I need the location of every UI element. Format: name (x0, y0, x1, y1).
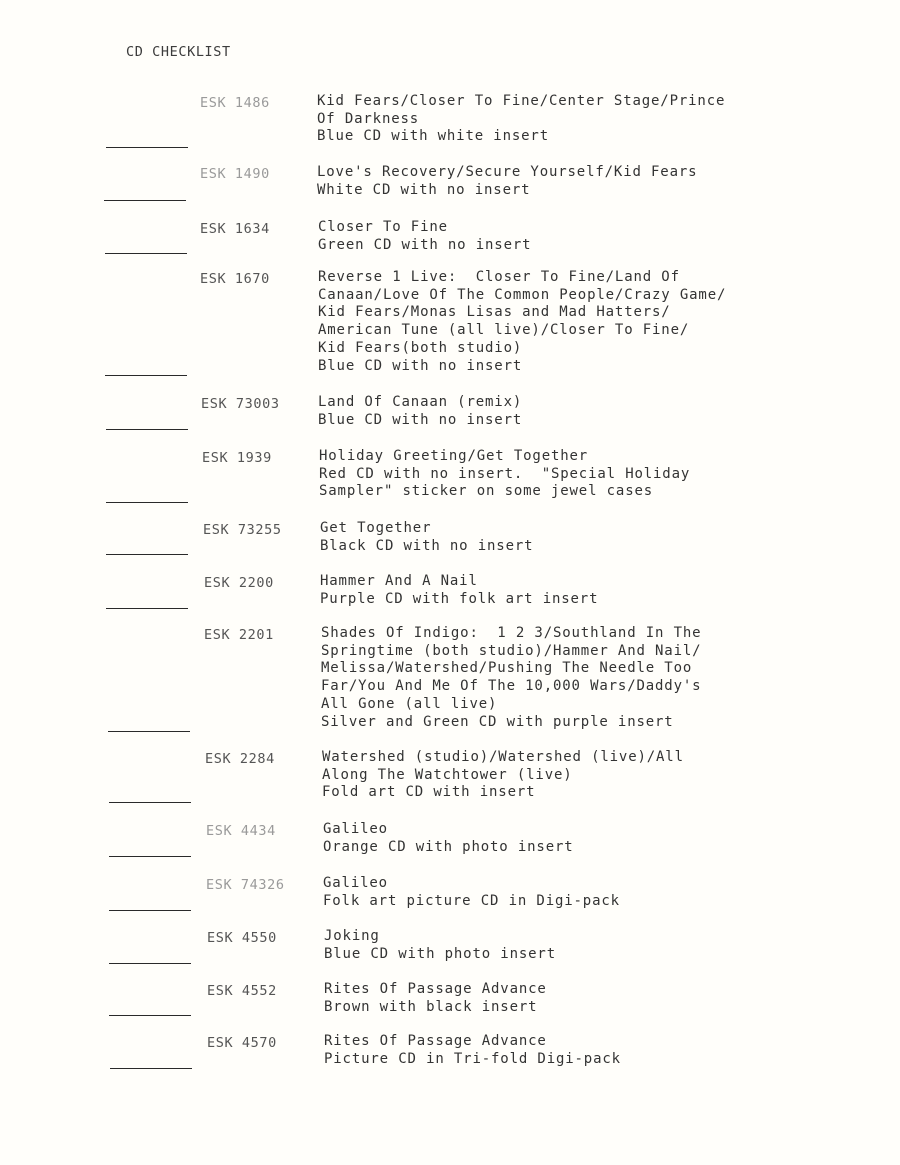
description-line: Reverse 1 Live: Closer To Fine/Land Of (318, 269, 680, 285)
checkbox-line (109, 910, 191, 911)
checkbox-line (105, 253, 187, 254)
entry-description (318, 394, 522, 429)
catalog-number: ESK 1939 (202, 450, 272, 466)
checkbox-line (105, 375, 187, 376)
entry-description (321, 625, 701, 731)
entry-description (324, 928, 556, 963)
description-line: Silver and Green CD with purple insert (321, 713, 674, 730)
description-line: Folk art picture CD in Digi-pack (323, 892, 620, 909)
description-line: Melissa/Watershed/Pushing The Needle Too (321, 660, 693, 677)
catalog-number: ESK 1486 (200, 95, 270, 111)
checkbox-line (109, 802, 191, 803)
entry-description (322, 749, 684, 802)
description-line: Green CD with no insert (318, 236, 532, 253)
description-line: Kid Fears/Closer To Fine/Center Stage/Prince (317, 93, 726, 109)
description-line: Blue CD with white insert (317, 128, 549, 145)
description-line: Shades Of Indigo: 1 2 3/Southland In The (321, 625, 702, 641)
description-line: Picture CD in Tri-fold Digi-pack (324, 1050, 621, 1067)
checkbox-line (109, 856, 191, 857)
entry-description (318, 219, 531, 254)
description-line: Get Together (320, 520, 432, 536)
description-line: Watershed (studio)/Watershed (live)/All (322, 749, 684, 765)
description-line: Love's Recovery/Secure Yourself/Kid Fears (317, 164, 698, 180)
catalog-number: ESK 1490 (200, 166, 270, 182)
description-line: Kid Fears/Monas Lisas and Mad Hatters/ (318, 304, 671, 321)
description-line: Kid Fears(both studio) (318, 339, 523, 356)
description-line: Rites Of Passage Advance (324, 1033, 547, 1049)
description-line: Sampler" sticker on some jewel cases (319, 483, 654, 500)
description-line: Black CD with no insert (320, 537, 534, 554)
catalog-number: ESK 4552 (207, 983, 277, 999)
description-line: Holiday Greeting/Get Together (319, 448, 589, 464)
catalog-number: ESK 1670 (200, 271, 270, 287)
description-line: Canaan/Love Of The Common People/Crazy Game/ (318, 286, 727, 303)
checkbox-line (104, 200, 186, 201)
description-line: Hammer And A Nail (320, 573, 478, 589)
description-line: Along The Watchtower (live) (322, 766, 573, 783)
entry-description (318, 269, 726, 375)
description-line: Land Of Canaan (remix) (318, 394, 523, 410)
catalog-number: ESK 1634 (200, 221, 270, 237)
description-line: Galileo (323, 821, 388, 837)
description-line: Purple CD with folk art insert (320, 590, 599, 607)
description-line: Springtime (both studio)/Hammer And Nail/ (321, 642, 702, 659)
entry-description (317, 164, 697, 199)
description-line: White CD with no insert (317, 181, 531, 198)
checkbox-line (109, 1015, 191, 1016)
catalog-number: ESK 73255 (203, 522, 282, 538)
description-line: Fold art CD with insert (322, 784, 536, 801)
catalog-number: ESK 2200 (204, 575, 274, 591)
description-line: Brown with black insert (324, 998, 538, 1015)
entry-description (324, 1033, 621, 1068)
catalog-number: ESK 74326 (206, 877, 285, 893)
catalog-number: ESK 4570 (207, 1035, 277, 1051)
checkbox-line (106, 608, 188, 609)
entry-description (320, 573, 598, 608)
catalog-number: ESK 4550 (207, 930, 277, 946)
description-line: Galileo (323, 875, 388, 891)
page-title: CD CHECKLIST (126, 44, 231, 60)
description-line: American Tune (all live)/Closer To Fine/ (318, 322, 690, 339)
checkbox-line (106, 429, 188, 430)
entry-description (323, 821, 574, 856)
entry-description (320, 520, 533, 555)
checkbox-line (108, 731, 190, 732)
description-line: Joking (324, 928, 380, 944)
description-line: Rites Of Passage Advance (324, 981, 547, 997)
checkbox-line (106, 554, 188, 555)
description-line: Closer To Fine (318, 219, 448, 235)
description-line: Blue CD with photo insert (324, 945, 556, 962)
description-line: Red CD with no insert. "Special Holiday (319, 465, 691, 482)
catalog-number: ESK 73003 (201, 396, 280, 412)
entry-description (323, 875, 620, 910)
checkbox-line (106, 502, 188, 503)
catalog-number: ESK 4434 (206, 823, 276, 839)
description-line: Of Darkness (317, 110, 420, 127)
checkbox-line (106, 147, 188, 148)
description-line: Blue CD with no insert (318, 357, 523, 374)
description-line: Orange CD with photo insert (323, 838, 574, 855)
description-line: All Gone (all live) (321, 695, 498, 712)
description-line: Far/You And Me Of The 10,000 Wars/Daddy's (321, 678, 702, 695)
description-line: Blue CD with no insert (318, 411, 523, 428)
catalog-number: ESK 2201 (204, 627, 274, 643)
checkbox-line (110, 1068, 192, 1069)
catalog-number: ESK 2284 (205, 751, 275, 767)
checkbox-line (109, 963, 191, 964)
entry-description (324, 981, 547, 1016)
entry-description (319, 448, 690, 501)
entry-description (317, 93, 725, 146)
